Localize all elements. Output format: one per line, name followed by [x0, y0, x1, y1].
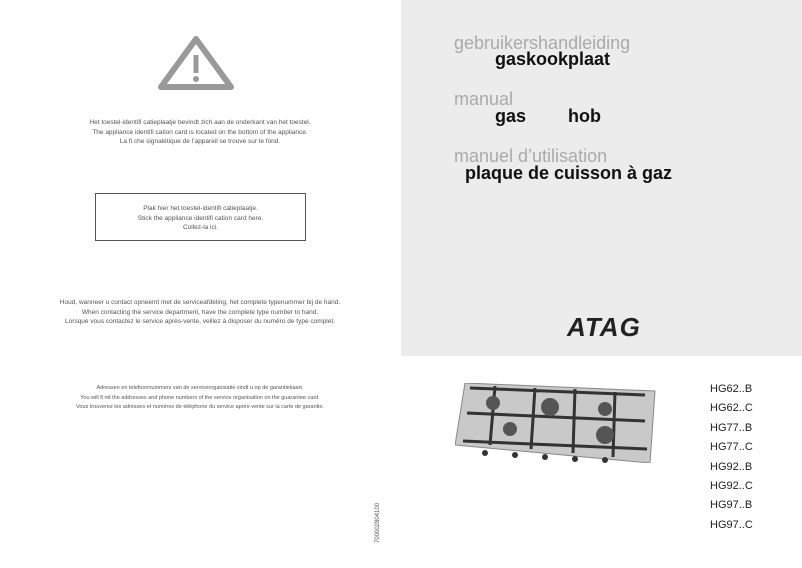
- title-fr-main: plaque de cuisson à gaz: [465, 163, 673, 183]
- note-line: Het toestel-identifi catieplaatje bevindt zich aan de onderkant van het toestel.: [89, 119, 311, 126]
- note-line: Vous trouverez les adresses et numéros de téléphone du service après-vente sur la carte de garantie.: [76, 404, 324, 410]
- cover-panel: [401, 0, 802, 356]
- model-list: [710, 380, 753, 535]
- gas-hob-image: [455, 383, 660, 463]
- warning-triangle-icon: [157, 35, 235, 91]
- title-fr-sub: manuel d’utilisation: [454, 146, 608, 166]
- note-line: Houd, wanneer u contact opneemt met de serviceafdeling, het complete typenummer bij de hand.: [59, 299, 341, 306]
- atag-logo: ATAG: [567, 312, 641, 342]
- note-line: The appliance identifi cation card is located on the bottom of the appliance.: [92, 128, 308, 136]
- title-en-main-hob: hob: [568, 106, 601, 126]
- note-line: Collez-la ici.: [182, 224, 219, 231]
- model-item: HG92..B: [710, 460, 753, 473]
- card-placement-box: [95, 193, 306, 241]
- model-item: HG97..C: [710, 518, 753, 531]
- note-line: La fi che signalétique de l’appareil se trouve sur le fond.: [119, 138, 281, 145]
- note-line: Lorsque vous contactez le service après-vente, veillez à disposer du numéro de type complet.: [65, 318, 335, 325]
- note-line: Adressen en telefoonnummers van de serviceorganisatie vindt u op de garantiekaart.: [96, 385, 304, 391]
- model-item: HG62..C: [710, 402, 753, 415]
- service-note: [0, 298, 400, 327]
- note-line: Plak hier het toestel-identifi catieplaatje.: [143, 205, 258, 212]
- model-item: HG77..C: [710, 441, 753, 454]
- model-item: HG92..C: [710, 480, 753, 493]
- note-line: When contacting the service department, have the complete type number to hand.: [81, 308, 319, 316]
- title-en-sub: manual: [454, 89, 514, 109]
- model-item: HG97..B: [710, 499, 753, 512]
- title-nl-main: gaskookplaat: [495, 49, 611, 69]
- title-nl-sub: gebruikershandleiding: [454, 33, 631, 53]
- model-item: HG77..B: [710, 421, 753, 434]
- id-card-note: [0, 118, 400, 147]
- model-item: HG62..B: [710, 383, 753, 395]
- address-note: [0, 384, 400, 413]
- title-en-main-gas: gas: [495, 106, 527, 126]
- note-line: Stick the appliance identifi cation card here.: [137, 214, 264, 222]
- document-code: 700002804100: [375, 502, 381, 544]
- note-line: You will fi nd the addresses and phone numbers of the service organisation on the guarantee card.: [80, 394, 320, 401]
